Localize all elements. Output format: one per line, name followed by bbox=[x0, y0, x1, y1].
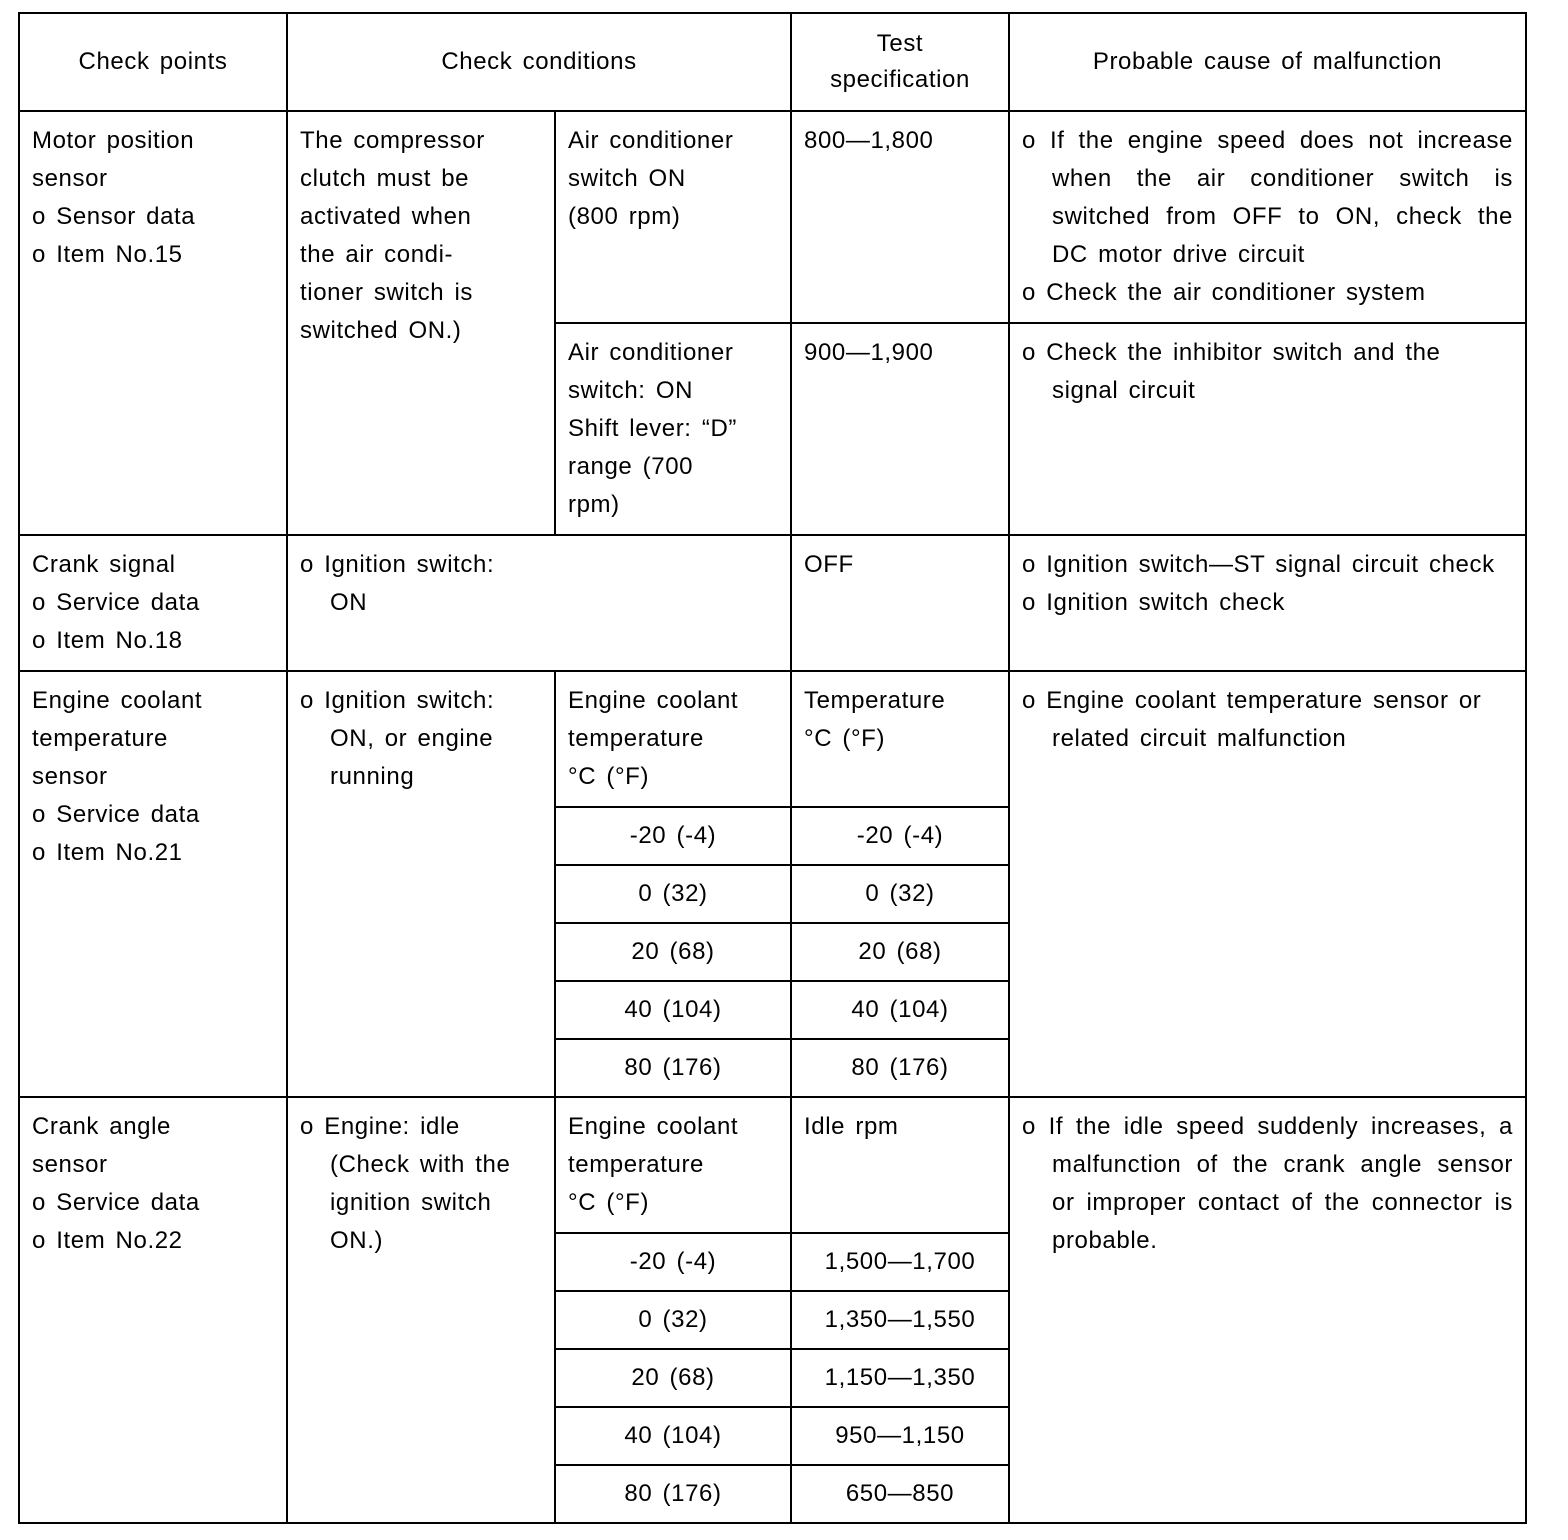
crank-angle-temp-cell: -20 (-4) bbox=[555, 1233, 791, 1291]
inspection-table bbox=[18, 12, 1527, 1524]
table-row bbox=[19, 535, 1526, 671]
coolant-temp-cell: 80 (176) bbox=[555, 1039, 791, 1097]
crank-angle-rpm-cell: 1,500—1,700 bbox=[791, 1233, 1009, 1291]
header-test-spec: Test specification bbox=[791, 13, 1009, 111]
crank-angle-rpm-cell: 650—850 bbox=[791, 1465, 1009, 1523]
header-row bbox=[19, 13, 1526, 111]
motor-spec-shift-d: 900—1,900 bbox=[791, 323, 1009, 535]
header-check-conditions: Check conditions bbox=[287, 13, 791, 111]
coolant-value-cell: 80 (176) bbox=[791, 1039, 1009, 1097]
crank-angle-temp-cell: 0 (32) bbox=[555, 1291, 791, 1349]
coolant-sub-header: Engine coolant temperature °C (°F) bbox=[555, 671, 791, 807]
crank-angle-temp-cell: 80 (176) bbox=[555, 1465, 791, 1523]
table-row bbox=[19, 111, 1526, 323]
crank-angle-check-point: Crank angle sensor o Service data o Item No.22 bbox=[19, 1097, 287, 1523]
crank-angle-temp-cell: 20 (68) bbox=[555, 1349, 791, 1407]
coolant-value-cell: 0 (32) bbox=[791, 865, 1009, 923]
crank-angle-rpm-cell: 1,150—1,350 bbox=[791, 1349, 1009, 1407]
coolant-check-point: Engine coolant temperature sensor o Service data o Item No.21 bbox=[19, 671, 287, 1097]
coolant-value-cell: 20 (68) bbox=[791, 923, 1009, 981]
motor-check-point: Motor position sensor o Sensor data o Item No.15 bbox=[19, 111, 287, 535]
crank-angle-temp-cell: 40 (104) bbox=[555, 1407, 791, 1465]
crank-signal-spec: OFF bbox=[791, 535, 1009, 671]
motor-check-condition: The compressor clutch must be activated when the air condi- tioner switch is switched ON.) bbox=[287, 111, 555, 535]
coolant-cause: o Engine coolant temperature sensor or related circuit malfunction bbox=[1009, 671, 1526, 1097]
header-probable-cause: Probable cause of malfunction bbox=[1009, 13, 1526, 111]
crank-angle-sub-header: Engine coolant temperature °C (°F) bbox=[555, 1097, 791, 1233]
coolant-temp-cell: -20 (-4) bbox=[555, 807, 791, 865]
crank-angle-rpm-cell: 950—1,150 bbox=[791, 1407, 1009, 1465]
header-check-points: Check points bbox=[19, 13, 287, 111]
crank-angle-cause: o If the idle speed suddenly increases, a malfunction of the crank angle sensor or improper contact of the connector is probable. bbox=[1009, 1097, 1526, 1523]
table-row bbox=[19, 671, 1526, 807]
motor-subcondition-ac-on: Air conditioner switch ON (800 rpm) bbox=[555, 111, 791, 323]
crank-angle-spec-header: Idle rpm bbox=[791, 1097, 1009, 1233]
coolant-temp-cell: 0 (32) bbox=[555, 865, 791, 923]
coolant-temp-cell: 20 (68) bbox=[555, 923, 791, 981]
motor-spec-ac-on: 800—1,800 bbox=[791, 111, 1009, 323]
coolant-value-cell: -20 (-4) bbox=[791, 807, 1009, 865]
coolant-check-condition: o Ignition switch: ON, or engine running bbox=[287, 671, 555, 1097]
motor-cause-shift-d: o Check the inhibitor switch and the signal circuit bbox=[1009, 323, 1526, 535]
crank-signal-check-condition: o Ignition switch: ON bbox=[287, 535, 791, 671]
crank-signal-cause: o Ignition switch—ST signal circuit check o Ignition switch check bbox=[1009, 535, 1526, 671]
crank-signal-check-point: Crank signal o Service data o Item No.18 bbox=[19, 535, 287, 671]
crank-angle-check-condition: o Engine: idle (Check with the ignition switch ON.) bbox=[287, 1097, 555, 1523]
coolant-value-cell: 40 (104) bbox=[791, 981, 1009, 1039]
coolant-temp-cell: 40 (104) bbox=[555, 981, 791, 1039]
coolant-spec-header: Temperature °C (°F) bbox=[791, 671, 1009, 807]
motor-subcondition-shift-d: Air conditioner switch: ON Shift lever: “D” range (700 rpm) bbox=[555, 323, 791, 535]
crank-angle-rpm-cell: 1,350—1,550 bbox=[791, 1291, 1009, 1349]
motor-cause-ac-on: o If the engine speed does not increase when the air conditioner switch is switched from OFF to ON, check the DC motor drive circuit o Check the air conditioner system bbox=[1009, 111, 1526, 323]
table-row bbox=[19, 1097, 1526, 1233]
